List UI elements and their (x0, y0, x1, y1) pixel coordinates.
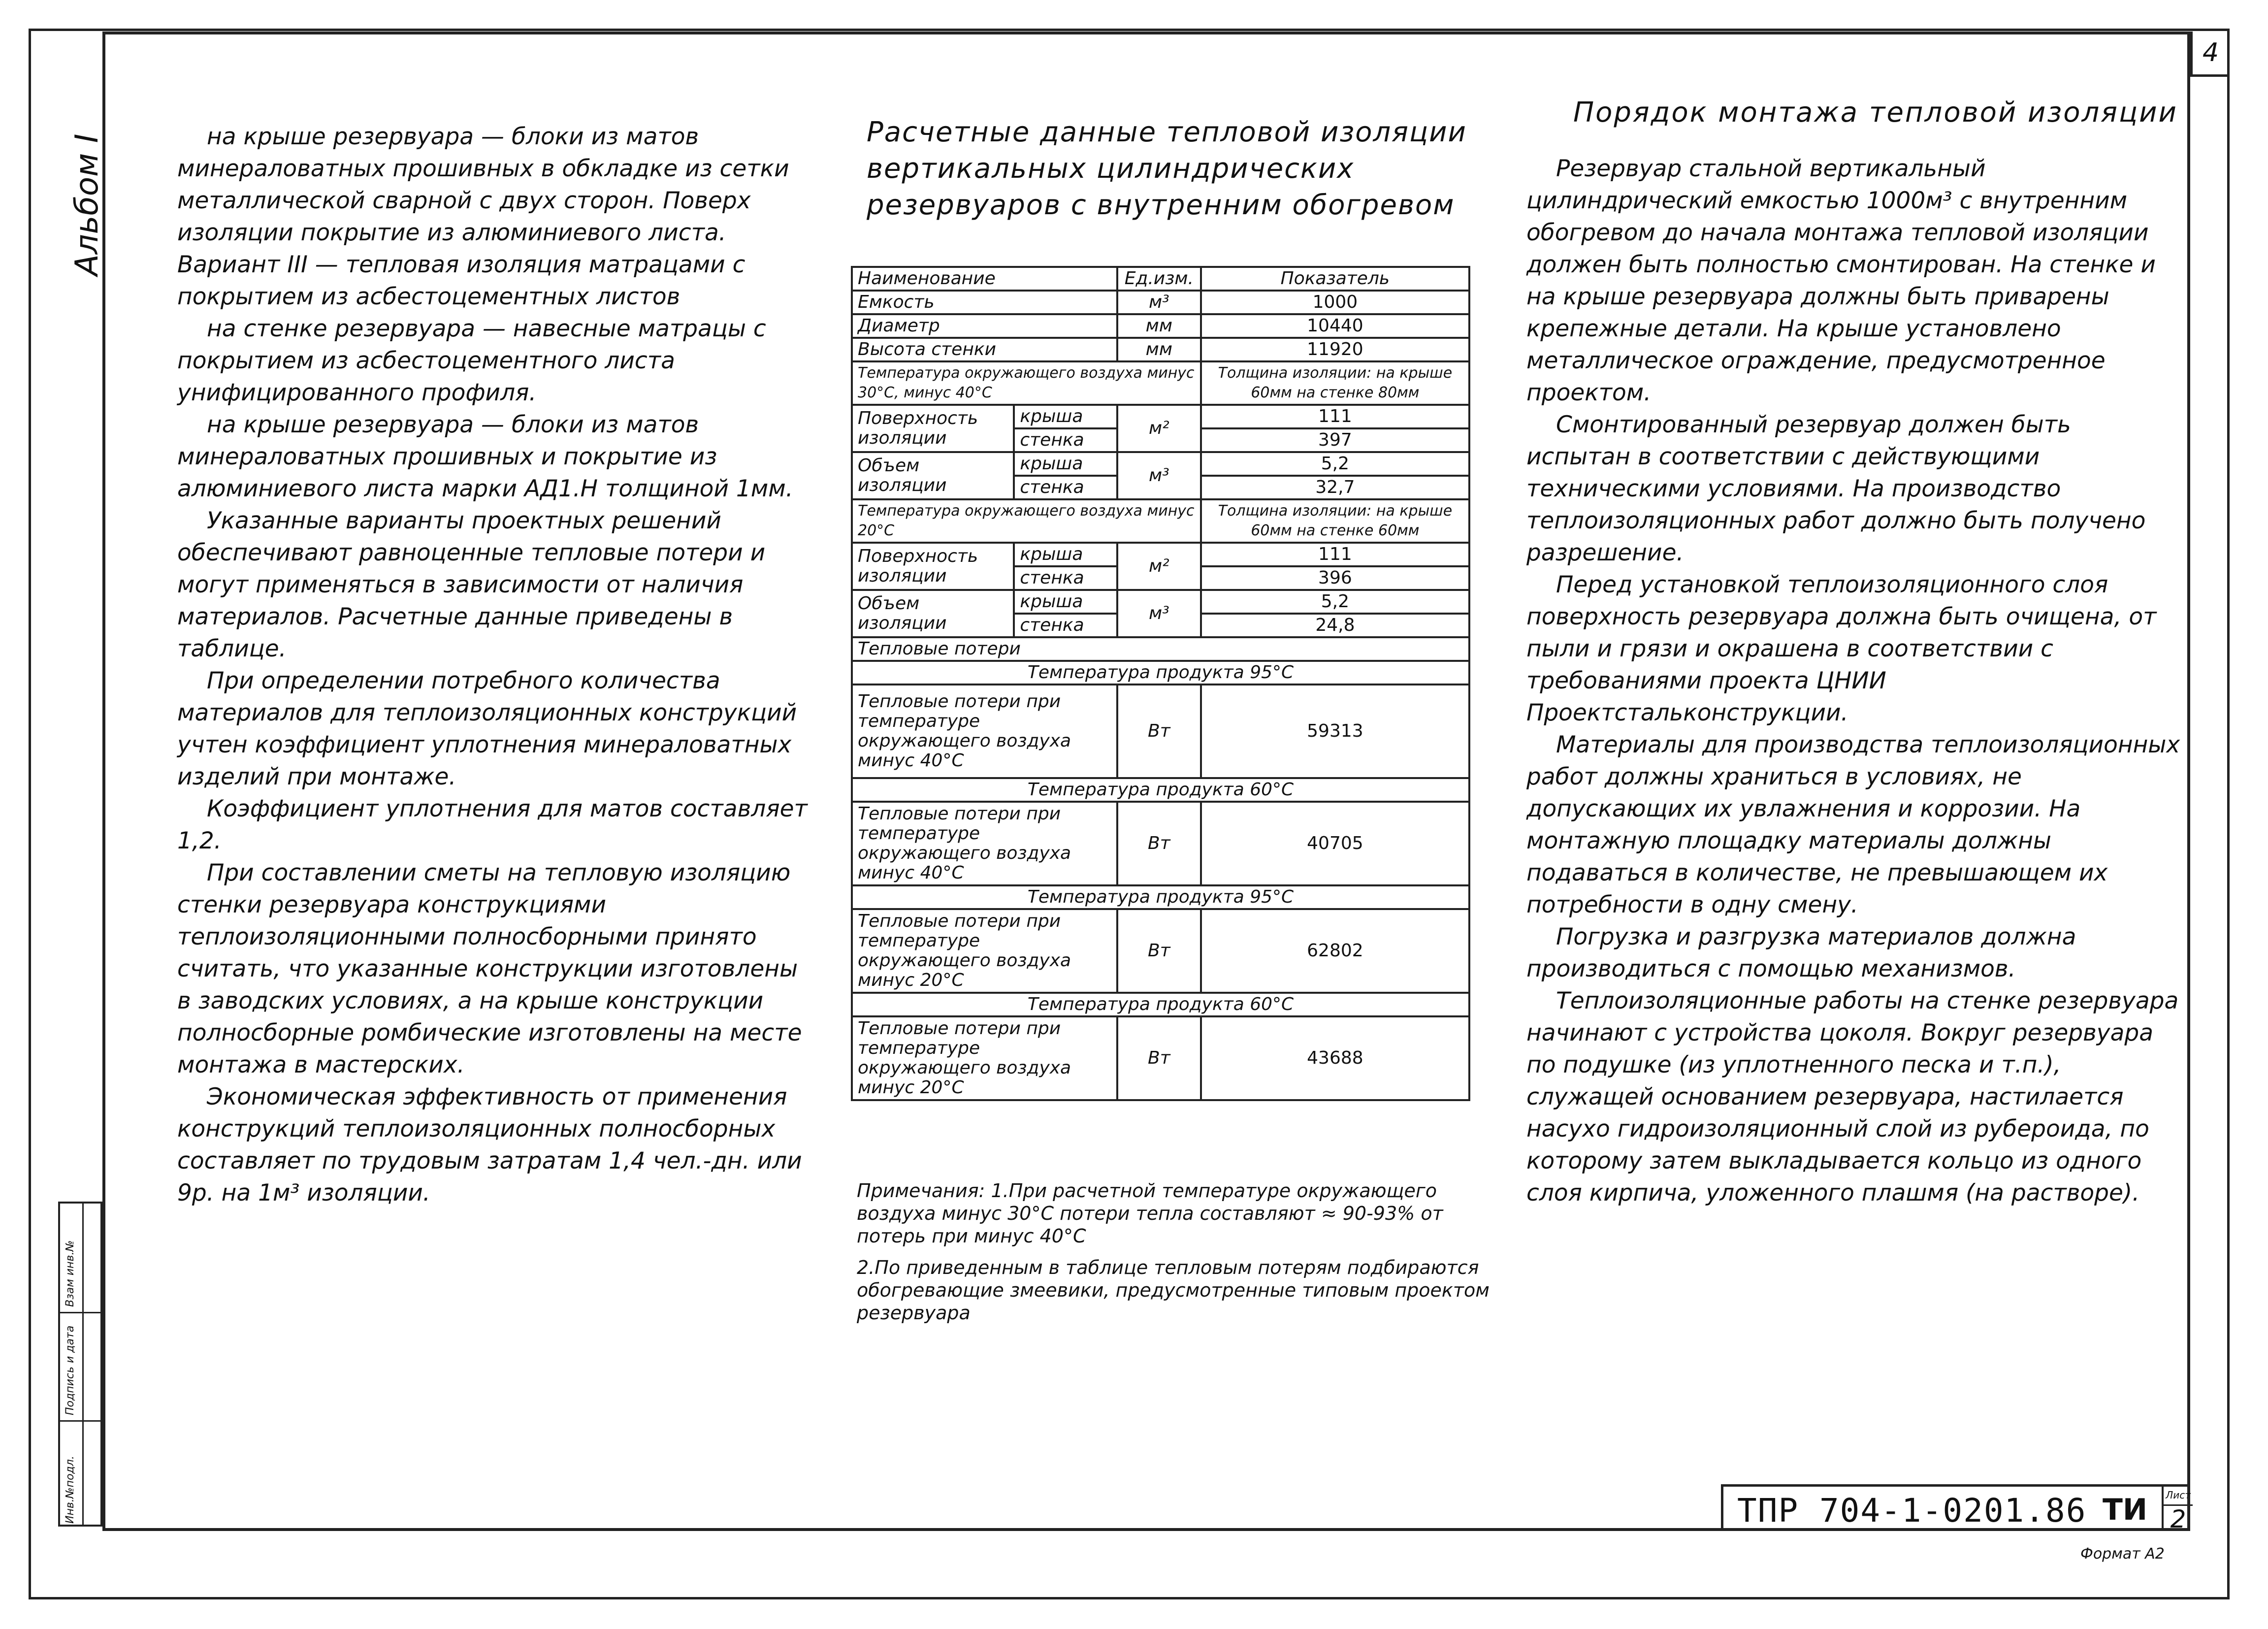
cell-value: 397 (1201, 428, 1469, 452)
cell-value: 5,2 (1201, 590, 1469, 614)
group-header-row (852, 499, 1469, 543)
stamp-label: Взам инв.№ (64, 1240, 76, 1307)
wall-label: стенка (1014, 428, 1117, 452)
sheet-value: 2 (2170, 1505, 2186, 1533)
product-temp-row (852, 661, 1469, 684)
left-paragraph: Указанные варианты проектных решений обеспечивают равноценные тепловые потери и могут применяться в зависимости от наличия материалов. Расчетные данные приведены в таблице. (177, 507, 766, 662)
surface-label: Поверхность изоляции (852, 543, 1014, 590)
right-paragraph: Теплоизоляционные работы на стенке резервуара начинают с устройства цоколя. Вокруг резервуара по подушке (из уплотненного песка и т.п.), служащей основанием резервуара, настилается насухо гидроизоляционный слой из рубероида, по которому затем выкладывается кольцо из одного слоя кирпича, уложенного плашмя (на растворе). (1526, 987, 2179, 1206)
unit-area: м² (1117, 405, 1201, 452)
group-temperature: Температура окружающего воздуха минус 30°С, минус 40°С (852, 361, 1201, 405)
cell-value: 32,7 (1201, 476, 1469, 499)
volume-label: Объем изоляции (852, 452, 1014, 499)
cell-unit: мм (1117, 338, 1201, 361)
losses-label: Тепловые потери при температуре окружающего воздуха минус 40°С (852, 684, 1117, 778)
right-paragraph: Смонтированный резервуар должен быть испытан в соответствии с действующими техническими условиями. На производство теплоизоляционных работ должно быть получено разрешение. (1526, 411, 2146, 566)
cell-value: 24,8 (1201, 614, 1469, 637)
sheet-box (2162, 1487, 2193, 1533)
note: 2.По приведенным в таблице тепловым потерям подбираются обогревающие змеевики, предусмотренные типовым проектом резервуара (857, 1257, 1490, 1324)
cell-value: 11920 (1201, 338, 1469, 361)
table-row (852, 338, 1469, 361)
unit-volume: м³ (1117, 590, 1201, 637)
left-paragraph: на стенке резервуара — навесные матрацы с покрытием из асбестоцементного листа унифицированного профиля. (177, 315, 766, 406)
sheet-label: Лист (2164, 1487, 2193, 1506)
cell-value: 111 (1201, 405, 1469, 428)
table-row (852, 291, 1469, 314)
table-row (852, 405, 1469, 428)
cell-value: 40705 (1201, 802, 1469, 885)
stamp-row-divider (60, 1312, 100, 1313)
cell-value: 396 (1201, 566, 1469, 590)
header-value: Показатель (1201, 267, 1469, 291)
unit-power: Вт (1117, 909, 1201, 993)
header-name: Наименование (852, 267, 1117, 291)
wall-label: стенка (1014, 476, 1117, 499)
roof-label: крыша (1014, 590, 1117, 614)
product-temperature: Температура продукта 95°С (852, 661, 1469, 684)
stamp-label: Подпись и дата (64, 1325, 76, 1415)
product-temp-row (852, 778, 1469, 802)
title-block (1721, 1484, 2190, 1531)
losses-header: Тепловые потери (852, 637, 1469, 661)
unit-volume: м³ (1117, 452, 1201, 499)
cell-name: Диаметр (852, 314, 1117, 338)
product-temperature: Температура продукта 60°С (852, 993, 1469, 1016)
surface-label: Поверхность изоляции (852, 405, 1014, 452)
section-title: Порядок монтажа тепловой изоляции (1573, 97, 2178, 129)
unit-power: Вт (1117, 802, 1201, 885)
table-row (852, 314, 1469, 338)
left-paragraph: Коэффициент уплотнения для матов составляет 1,2. (177, 795, 808, 854)
cell-unit: мм (1117, 314, 1201, 338)
stamp-label: Инв.№подл. (64, 1456, 76, 1524)
right-paragraph: Материалы для производства теплоизоляционных работ должны храниться в условиях, не допускающих их увлажнения и коррозии. На монтажную площадку материалы должны подаваться в количестве, не превышающем их потребности в одну смену. (1526, 731, 2180, 918)
left-paragraph: При составлении сметы на тепловую изоляцию стенки резервуара конструкциями теплоизоляционными полносборными принято считать, что указанные конструкции изготовлены в заводских условиях, а на крыше конструкции полносборные ромбические изготовлены на месте монтажа в мастерских. (177, 859, 802, 1078)
table-header-row (852, 267, 1469, 291)
roof-label: крыша (1014, 543, 1117, 566)
cell-name: Емкость (852, 291, 1117, 314)
unit-power: Вт (1117, 1016, 1201, 1100)
left-paragraph: на крыше резервуара — блоки из матов минераловатных прошивных в обкладке из сетки металлической сварной с двух сторон. Поверх изоляции покрытие из алюминиевого листа. (177, 123, 789, 246)
product-temperature: Температура продукта 95°С (852, 885, 1469, 909)
cell-name: Высота стенки (852, 338, 1117, 361)
cell-value: 43688 (1201, 1016, 1469, 1100)
right-paragraph: Погрузка и разгрузка материалов должна производиться с помощью механизмов. (1526, 923, 2076, 982)
unit-area: м² (1117, 543, 1201, 590)
document-kind: ТИ (2103, 1493, 2148, 1527)
losses-label: Тепловые потери при температуре окружающего воздуха минус 40°С (852, 802, 1117, 885)
album-label: Альбом I (69, 133, 105, 276)
wall-label: стенка (1014, 614, 1117, 637)
table-row (852, 684, 1469, 778)
table-row (852, 452, 1469, 476)
document-code: ТПР 704-1-0201.86 (1737, 1492, 2087, 1530)
left-paragraph: на крыше резервуара — блоки из матов минераловатных прошивных и покрытие из алюминиевого листа марки АД1.Н толщиной 1мм. (177, 411, 793, 502)
volume-label: Объем изоляции (852, 590, 1014, 637)
group-header-row (852, 361, 1469, 405)
table-row (852, 909, 1469, 993)
losses-header-row (852, 637, 1469, 661)
cell-value: 5,2 (1201, 452, 1469, 476)
right-paragraph: Резервуар стальной вертикальный цилиндрический емкостью 1000м³ с внутренним обогревом до начала монтажа тепловой изоляции должен быть полностью смонтирован. На стенке и на крыше резервуара должны быть приварены крепежные детали. На крыше установлено металлическое ограждение, предусмотренное проектом. (1526, 155, 2156, 406)
table-row (852, 1016, 1469, 1100)
table-row (852, 802, 1469, 885)
left-paragraph: При определении потребного количества материалов для теплоизоляционных конструкций учтен коэффициент уплотнения минераловатных изделий при монтаже. (177, 667, 797, 790)
sheet-number: 4 (2190, 32, 2229, 77)
note: Примечания: 1.При расчетной температуре окружающего воздуха минус 30°С потери тепла составляют ≈ 90-93% от потерь при минус 40°С (857, 1180, 1443, 1247)
table-notes (857, 1179, 1497, 1333)
cell-value: 59313 (1201, 684, 1469, 778)
table-title: Расчетные данные тепловой изоляции вертикальных цилиндрических резервуаров с внутренним обогревом (867, 116, 1467, 221)
losses-label: Тепловые потери при температуре окружающего воздуха минус 20°С (852, 1016, 1117, 1100)
header-unit: Ед.изм. (1117, 267, 1201, 291)
group-thickness: Толщина изоляции: на крыше 60мм на стенке 80мм (1201, 361, 1469, 405)
stamp-row-divider (60, 1420, 100, 1422)
stamp-divider (82, 1204, 84, 1525)
cell-value: 1000 (1201, 291, 1469, 314)
group-temperature: Температура окружающего воздуха минус 20°С (852, 499, 1201, 543)
cell-value: 10440 (1201, 314, 1469, 338)
insulation-data-table (851, 266, 1470, 1101)
unit-power: Вт (1117, 684, 1201, 778)
left-paragraph: Экономическая эффективность от применения конструкций теплоизоляционных полносборных составляет по трудовым затратам 1,4 чел.-дн. или 9р. на 1м³ изоляции. (177, 1083, 802, 1206)
table-row (852, 590, 1469, 614)
left-column (177, 121, 812, 1209)
table-row (852, 543, 1469, 566)
roof-label: крыша (1014, 405, 1117, 428)
losses-label: Тепловые потери при температуре окружающего воздуха минус 20°С (852, 909, 1117, 993)
right-paragraph: Перед установкой теплоизоляционного слоя поверхность резервуара должна быть очищена, от пыли и грязи и окрашена в соответствии с требованиями проекта ЦНИИ Проектстальконструкции. (1526, 571, 2157, 726)
product-temp-row (852, 885, 1469, 909)
format-label: Формат А2 (2080, 1545, 2165, 1563)
right-column (1526, 153, 2181, 1209)
cell-value: 62802 (1201, 909, 1469, 993)
cell-value: 111 (1201, 543, 1469, 566)
wall-label: стенка (1014, 566, 1117, 590)
roof-label: крыша (1014, 452, 1117, 476)
side-stamp (58, 1202, 102, 1527)
cell-unit: м³ (1117, 291, 1201, 314)
product-temp-row (852, 993, 1469, 1016)
group-thickness: Толщина изоляции: на крыше 60мм на стенке 60мм (1201, 499, 1469, 543)
product-temperature: Температура продукта 60°С (852, 778, 1469, 802)
left-paragraph: Вариант III — тепловая изоляция матрацами с покрытием из асбестоцементных листов (177, 251, 745, 310)
